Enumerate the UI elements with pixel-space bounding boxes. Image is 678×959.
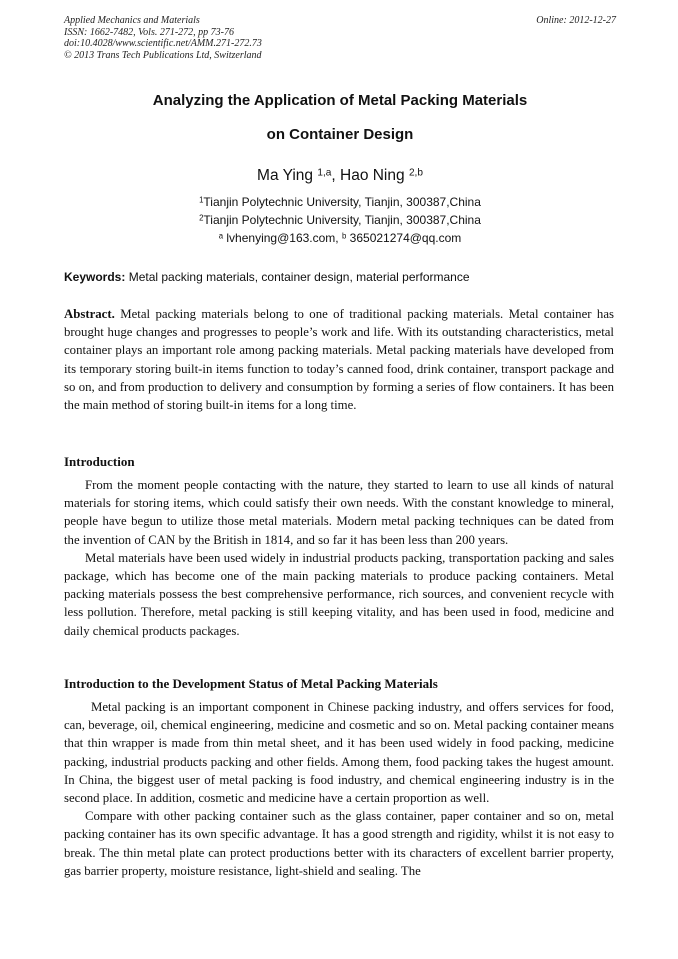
keywords-label: Keywords: [64, 270, 126, 284]
abstract-text: Metal packing materials belong to one of traditional packing materials. Metal container has brought huge changes and progresses to people’s work and life. With its outstanding characteristics, metal container plays an important role among packing materials. Metal packing materials have developed from its temporary storing built-in items function to today’s canned food, drink container, transport package and so on, and from production to delivery and consumption by forming a series of flow containers. It has been the main method of storing built-in items for a long time. [64, 307, 614, 413]
author-sup: 2,b [408, 167, 423, 179]
issn-line: ISSN: 1662-7482, Vols. 271-272, pp 73-76 [64, 26, 234, 38]
journal-name: Applied Mechanics and Materials [64, 15, 200, 26]
paragraph: Compare with other packing container such as the glass container, paper container and so on, metal packing container has its own specific advantage. It has a good strength and rigidity, whilst it is not easy to break. The thin metal plate can protect productions better with its characters of excellent barrier property, gas barrier property, moisture resistance, light-shield and sealing. The [64, 809, 614, 878]
section-heading: Introduction to the Development Status of Metal Packing Materials [64, 676, 438, 691]
author-name: Hao Ning [340, 167, 405, 184]
email-a[interactable]: lvhenying@163.com, [226, 231, 339, 245]
affiliation-text: Tianjin Polytechnic University, Tianjin, 300387,China [203, 195, 481, 209]
paragraph: Metal materials have been used widely in industrial products packing, transportation packing and sales package, which has become one of the main packing materials to produce packing containers. Metal packing materials possess the best comprehensive performance, rich sources, and convenient recycle with less pollution. Therefore, metal packing is still keeping vitality, and has been used in food, medicine and daily chemical products packages. [64, 550, 614, 638]
online-date: Online: 2012-12-27 [536, 15, 616, 26]
author-sup: 1,a [317, 167, 332, 179]
author-name: Ma Ying [257, 167, 314, 184]
affiliation-text: Tianjin Polytechnic University, Tianjin, 300387,China [203, 213, 481, 227]
affiliation-2 [64, 213, 616, 227]
copyright-line: © 2013 Trans Tech Publications Ltd, Switzerland [64, 49, 262, 61]
email-sup-a: a [218, 231, 224, 241]
author-separator: , [331, 167, 340, 184]
paper-title-line-1: Analyzing the Application of Metal Packing Materials [152, 92, 528, 109]
paper-title-line-2: on Container Design [266, 126, 414, 143]
email-b[interactable]: 365021274@qq.com [349, 231, 462, 245]
keywords-text: Metal packing materials, container design, material performance [128, 270, 470, 284]
author-list [64, 167, 616, 185]
affiliation-sup: 1 [199, 195, 204, 205]
abstract-label: Abstract. [64, 307, 115, 321]
section-body [64, 476, 614, 640]
doi-line: doi:10.4028/www.scientific.net/AMM.271-272.73 [64, 38, 262, 49]
affiliation-sup: 2 [199, 213, 204, 223]
email-sup-b: b [341, 231, 347, 241]
abstract [64, 305, 614, 414]
journal-header [64, 15, 616, 61]
paragraph: Metal packing is an important component in Chinese packing industry, and offers services for food, can, beverage, oil, chemical engineering, medicine and cosmetic and so on. Metal packing container means that thin wrapper is made from thin metal sheet, and it has been used widely in food packing, medicine packing, industrial products packing and other fields. Among them, food packing takes the hugest amount. In China, the biggest user of metal packing is food industry, and chemical engineering industry is in the second place. In addition, cosmetic and medicine have a certain proportion as well. [64, 700, 614, 806]
paragraph: From the moment people contacting with the nature, they started to learn to use all kinds of natural materials for storing items, which could satisfy their own needs. With the constant knowledge to mineral, people have begun to utilize those metal materials. Modern metal packing techniques can be dated from the invention of CAN by the British in 1814, and so far it has been less than 200 years. [64, 478, 614, 547]
keywords [64, 270, 616, 284]
section-heading: Introduction [64, 454, 135, 469]
affiliation-1 [64, 195, 616, 209]
email-line [64, 231, 616, 245]
section-body [64, 698, 614, 880]
